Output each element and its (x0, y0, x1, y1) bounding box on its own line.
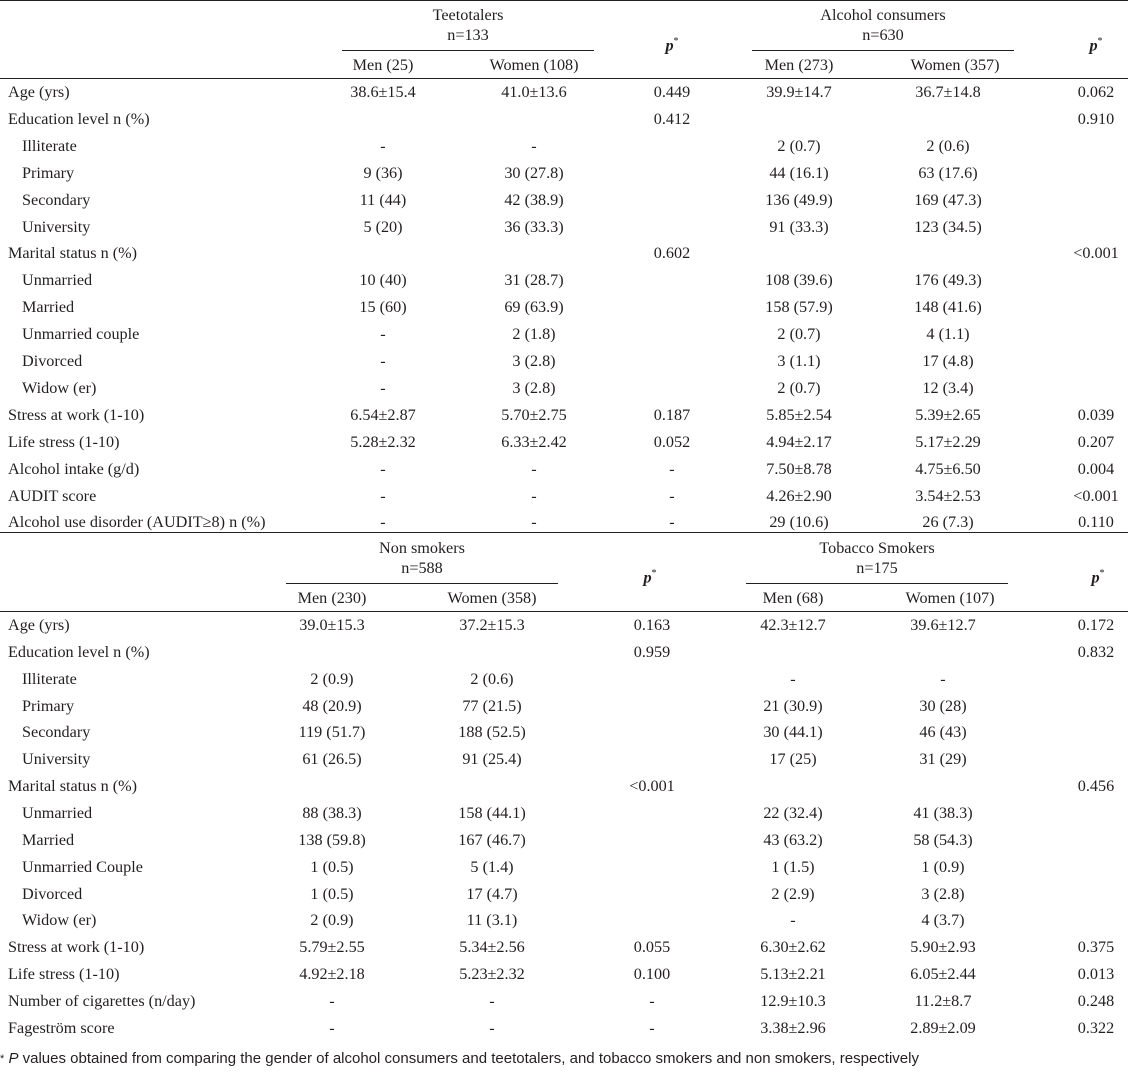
row-label: Age (yrs) (8, 83, 70, 101)
row-label: Life stress (1-10) (8, 965, 120, 984)
p-value-cell: 0.039 (1077, 405, 1115, 424)
value-cell: - (380, 513, 386, 532)
row-label: Married (22, 298, 75, 317)
p-value-cell: 0.187 (653, 405, 691, 424)
column-header-men: Men (273) (764, 56, 834, 74)
row-label: Education level n (%) (8, 109, 150, 128)
value-cell: - (380, 459, 386, 478)
p-value-cell: 0.062 (1077, 83, 1115, 101)
table-row (0, 639, 1128, 666)
value-cell: 17 (4.8) (922, 352, 974, 370)
p-value-cell: - (649, 991, 655, 1010)
value-cell: 2 (0.9) (310, 669, 354, 688)
row-label: Primary (22, 696, 75, 715)
value-cell: 63 (17.6) (918, 163, 978, 182)
p-value-cell: 0.456 (1077, 777, 1115, 796)
p-value-cell: 0.052 (653, 432, 691, 451)
p-value-cell: 0.832 (1077, 642, 1115, 661)
value-cell: 5.90±2.93 (910, 938, 976, 957)
table-row (0, 214, 1128, 241)
p-value-cell: 0.412 (653, 109, 691, 128)
table-row (0, 267, 1128, 294)
value-cell: 5.28±2.32 (350, 432, 416, 451)
row-label: Unmarried couple (22, 325, 140, 344)
value-cell: - (489, 1018, 495, 1037)
p-value-cell: 0.207 (1077, 432, 1115, 451)
value-cell: 2 (0.7) (777, 378, 821, 397)
row-label: Education level n (%) (8, 642, 150, 661)
value-cell: 2 (0.7) (777, 136, 821, 155)
table-row (0, 133, 1128, 160)
row-label: Divorced (22, 352, 83, 370)
p-value-cell: 0.110 (1078, 513, 1114, 532)
table-row (0, 854, 1128, 881)
row-label: Stress at work (1-10) (8, 938, 145, 957)
group-underline (286, 583, 558, 584)
group-underline (752, 50, 1014, 51)
value-cell: 12 (3.4) (922, 378, 974, 397)
value-cell: 17 (25) (769, 750, 817, 769)
value-cell: 169 (47.3) (914, 190, 982, 209)
value-cell: 6.33±2.42 (501, 432, 567, 451)
value-cell: 44 (16.1) (769, 163, 829, 182)
p-value-header: p* (665, 36, 679, 55)
value-cell: 3.38±2.96 (760, 1018, 826, 1037)
value-cell: 39.6±12.7 (910, 616, 976, 634)
p-value-cell: 0.004 (1077, 459, 1115, 478)
value-cell: 123 (34.5) (914, 217, 982, 236)
group-n-non-smokers: n=588 (401, 559, 443, 577)
group-n-teetotalers: n=133 (447, 26, 489, 44)
table-row (0, 348, 1128, 375)
value-cell: 3 (2.8) (512, 352, 556, 370)
value-cell: - (531, 136, 537, 155)
p-value-header: p* (643, 568, 657, 587)
value-cell: 6.05±2.44 (910, 965, 976, 984)
value-cell: 188 (52.5) (458, 723, 526, 742)
value-cell: 30 (27.8) (504, 163, 564, 182)
value-cell: 5.23±2.32 (459, 965, 525, 984)
value-cell: 88 (38.3) (302, 803, 362, 822)
value-cell: 91 (25.4) (462, 750, 522, 769)
value-cell: 2 (0.9) (310, 911, 354, 930)
value-cell: 48 (20.9) (302, 696, 362, 715)
table-row (0, 907, 1128, 934)
row-label: Married (22, 830, 75, 849)
value-cell: 4 (3.7) (921, 911, 965, 930)
value-cell: 31 (28.7) (504, 271, 564, 290)
value-cell: 11 (44) (359, 190, 407, 209)
value-cell: - (790, 669, 796, 688)
value-cell: 5.79±2.55 (299, 938, 365, 957)
group-title-alcohol-consumers: Alcohol consumers (820, 6, 946, 24)
p-value-cell: 0.959 (633, 642, 671, 661)
p-value-cell: 0.163 (633, 616, 671, 634)
table-row (0, 402, 1128, 429)
value-cell: 39.0±15.3 (299, 616, 365, 634)
table-top-rule (0, 532, 1128, 533)
table-row (0, 294, 1128, 321)
value-cell: 158 (44.1) (458, 803, 526, 822)
table-row (0, 666, 1128, 693)
value-cell: 12.9±10.3 (760, 991, 826, 1010)
value-cell: 5.70±2.75 (501, 405, 567, 424)
p-value-cell: 0.602 (653, 244, 691, 263)
row-label: Age (yrs) (8, 616, 70, 634)
table-row (0, 375, 1128, 402)
value-cell: 3 (2.8) (921, 884, 965, 903)
p-value-cell: 0.055 (633, 938, 671, 957)
value-cell: 9 (36) (363, 163, 403, 182)
table-row (0, 961, 1128, 988)
row-label: Secondary (22, 723, 91, 742)
row-label: Alcohol use disorder (AUDIT≥8) n (%) (8, 513, 266, 532)
value-cell: - (380, 352, 386, 370)
table-row (0, 693, 1128, 720)
value-cell: 1 (0.5) (310, 857, 354, 876)
value-cell: 2 (2.9) (771, 884, 815, 903)
value-cell: 61 (26.5) (302, 750, 362, 769)
value-cell: 39.9±14.7 (766, 83, 832, 101)
value-cell: 43 (63.2) (763, 830, 823, 849)
table-row (0, 187, 1128, 214)
group-n-tobacco-smokers: n=175 (856, 559, 898, 577)
value-cell: 30 (28) (919, 696, 967, 715)
row-label: Widow (er) (22, 911, 97, 930)
value-cell: 3 (2.8) (512, 378, 556, 397)
p-value-cell: - (669, 513, 675, 532)
value-cell: - (790, 911, 796, 930)
row-label: Widow (er) (22, 378, 97, 397)
p-value-cell: 0.172 (1077, 616, 1115, 634)
table-row (0, 321, 1128, 348)
value-cell: 17 (4.7) (466, 884, 518, 903)
column-header-women: Women (107) (905, 589, 995, 607)
value-cell: 46 (43) (919, 723, 967, 742)
row-label: Number of cigarettes (n/day) (8, 991, 196, 1010)
group-underline (746, 583, 1008, 584)
group-title-tobacco-smokers: Tobacco Smokers (819, 539, 935, 557)
value-cell: 138 (59.8) (298, 830, 366, 849)
value-cell: - (940, 669, 946, 688)
p-value-cell: 0.322 (1077, 1018, 1115, 1037)
column-header-women: Women (358) (447, 589, 537, 607)
row-label: Fageström score (8, 1018, 115, 1037)
value-cell: 41 (38.3) (913, 803, 973, 822)
row-label: Alcohol intake (g/d) (8, 459, 140, 478)
row-label: Divorced (22, 884, 83, 903)
table-row (0, 456, 1128, 483)
value-cell: 42.3±12.7 (760, 616, 826, 634)
value-cell: 5.34±2.56 (459, 938, 525, 957)
value-cell: - (380, 136, 386, 155)
p-value-cell: - (669, 459, 675, 478)
p-value-cell: - (649, 1018, 655, 1037)
table-row (0, 746, 1128, 773)
table-top-rule (0, 0, 1128, 1)
p-value-header: p* (1091, 568, 1105, 587)
row-label: Life stress (1-10) (8, 432, 120, 451)
value-cell: 2 (1.8) (512, 325, 556, 344)
value-cell: 136 (49.9) (765, 190, 833, 209)
value-cell: 3 (1.1) (777, 352, 821, 370)
column-header-men: Men (68) (762, 589, 824, 607)
value-cell: 119 (51.7) (298, 723, 366, 742)
value-cell: 1 (1.5) (771, 857, 815, 876)
table-row (0, 612, 1128, 639)
value-cell: 176 (49.3) (914, 271, 982, 290)
value-cell: 41.0±13.6 (501, 83, 567, 101)
table-row (0, 79, 1128, 106)
value-cell: 2 (0.7) (777, 325, 821, 344)
value-cell: 36 (33.3) (504, 217, 564, 236)
value-cell: 58 (54.3) (913, 830, 973, 849)
value-cell: - (380, 325, 386, 344)
value-cell: 5.17±2.29 (915, 432, 981, 451)
value-cell: 6.54±2.87 (350, 405, 416, 424)
row-label: Secondary (22, 190, 91, 209)
value-cell: 5.39±2.65 (915, 405, 981, 424)
table-row (0, 773, 1128, 800)
value-cell: 2 (0.6) (926, 136, 970, 155)
column-header-women: Women (108) (489, 56, 579, 74)
value-cell: 15 (60) (359, 298, 407, 317)
value-cell: 26 (7.3) (922, 513, 974, 532)
table-row (0, 719, 1128, 746)
value-cell: 11.2±8.7 (914, 991, 972, 1010)
group-title-teetotalers: Teetotalers (432, 6, 504, 24)
value-cell: 11 (3.1) (466, 911, 518, 930)
row-label: University (22, 750, 91, 769)
value-cell: 4.26±2.90 (766, 486, 832, 505)
row-label: Unmarried (22, 271, 93, 290)
table-row (0, 1015, 1128, 1042)
p-value-cell: 0.013 (1077, 965, 1115, 984)
value-cell: 22 (32.4) (763, 803, 823, 822)
table-row (0, 988, 1128, 1015)
value-cell: 1 (0.9) (921, 857, 965, 876)
row-label: AUDIT score (8, 486, 97, 505)
p-value-cell: - (669, 486, 675, 505)
row-label: Illiterate (22, 669, 77, 688)
value-cell: 38.6±15.4 (350, 83, 416, 101)
table-row (0, 106, 1128, 133)
table-row (0, 800, 1128, 827)
value-cell: - (489, 991, 495, 1010)
value-cell: - (380, 378, 386, 397)
group-underline (342, 50, 594, 51)
value-cell: 7.50±8.78 (766, 459, 832, 478)
value-cell: - (329, 1018, 335, 1037)
value-cell: - (329, 991, 335, 1010)
alcohol-table (0, 0, 1128, 532)
footnote: * P values obtained from comparing the gender of alcohol consumers and teetotalers, and tobacco smokers and non smokers, respectively (0, 1050, 919, 1067)
p-value-cell: 0.910 (1077, 109, 1115, 128)
row-label: University (22, 217, 91, 236)
table-row (0, 429, 1128, 456)
value-cell: 167 (46.7) (458, 830, 526, 849)
value-cell: 6.30±2.62 (760, 938, 826, 957)
column-header-women: Women (357) (910, 56, 1000, 74)
value-cell: 5.13±2.21 (760, 965, 826, 984)
row-label: Marital status n (%) (8, 244, 138, 263)
value-cell: 108 (39.6) (765, 271, 833, 290)
column-header-men: Men (25) (352, 56, 414, 74)
value-cell: 2 (0.6) (470, 669, 514, 688)
table-row (0, 934, 1128, 961)
value-cell: 4.75±6.50 (915, 459, 981, 478)
table-row (0, 483, 1128, 510)
value-cell: 4 (1.1) (926, 325, 970, 344)
p-value-cell: <0.001 (1073, 244, 1119, 263)
group-n-alcohol-consumers: n=630 (862, 26, 904, 44)
value-cell: - (380, 486, 386, 505)
row-label: Unmarried Couple (22, 857, 143, 876)
value-cell: 4.94±2.17 (766, 432, 832, 451)
value-cell: 31 (29) (919, 750, 967, 769)
value-cell: 158 (57.9) (765, 298, 833, 317)
row-label: Unmarried (22, 803, 93, 822)
p-value-cell: <0.001 (629, 777, 675, 796)
row-label: Primary (22, 163, 75, 182)
value-cell: 77 (21.5) (462, 696, 522, 715)
p-value-cell: 0.100 (633, 965, 671, 984)
value-cell: 4.92±2.18 (299, 965, 365, 984)
p-value-header: p* (1089, 36, 1103, 55)
value-cell: 5.85±2.54 (766, 405, 832, 424)
row-label: Illiterate (22, 136, 77, 155)
value-cell: 5 (20) (363, 217, 403, 236)
group-title-non-smokers: Non smokers (379, 539, 465, 557)
p-value-cell: <0.001 (1073, 486, 1119, 505)
column-header-men: Men (230) (297, 589, 367, 607)
value-cell: 21 (30.9) (763, 696, 823, 715)
table-row (0, 827, 1128, 854)
table-row (0, 160, 1128, 187)
value-cell: 36.7±14.8 (915, 83, 981, 101)
row-label: Stress at work (1-10) (8, 405, 145, 424)
value-cell: 10 (40) (359, 271, 407, 290)
table-row (0, 240, 1128, 267)
value-cell: 37.2±15.3 (459, 616, 525, 634)
p-value-cell: 0.375 (1077, 938, 1115, 957)
value-cell: - (531, 459, 537, 478)
value-cell: 91 (33.3) (769, 217, 829, 236)
value-cell: 42 (38.9) (504, 190, 564, 209)
tobacco-table (0, 532, 1128, 1044)
p-value-cell: 0.248 (1077, 991, 1115, 1010)
row-label: Marital status n (%) (8, 777, 138, 796)
value-cell: 29 (10.6) (769, 513, 829, 532)
value-cell: - (531, 486, 537, 505)
value-cell: 5 (1.4) (470, 857, 514, 876)
value-cell: 1 (0.5) (310, 884, 354, 903)
value-cell: 69 (63.9) (504, 298, 564, 317)
value-cell: - (531, 513, 537, 532)
table-row (0, 881, 1128, 908)
value-cell: 2.89±2.09 (910, 1018, 976, 1037)
value-cell: 30 (44.1) (763, 723, 823, 742)
value-cell: 3.54±2.53 (915, 486, 981, 505)
value-cell: 148 (41.6) (914, 298, 982, 317)
p-value-cell: 0.449 (653, 83, 691, 101)
